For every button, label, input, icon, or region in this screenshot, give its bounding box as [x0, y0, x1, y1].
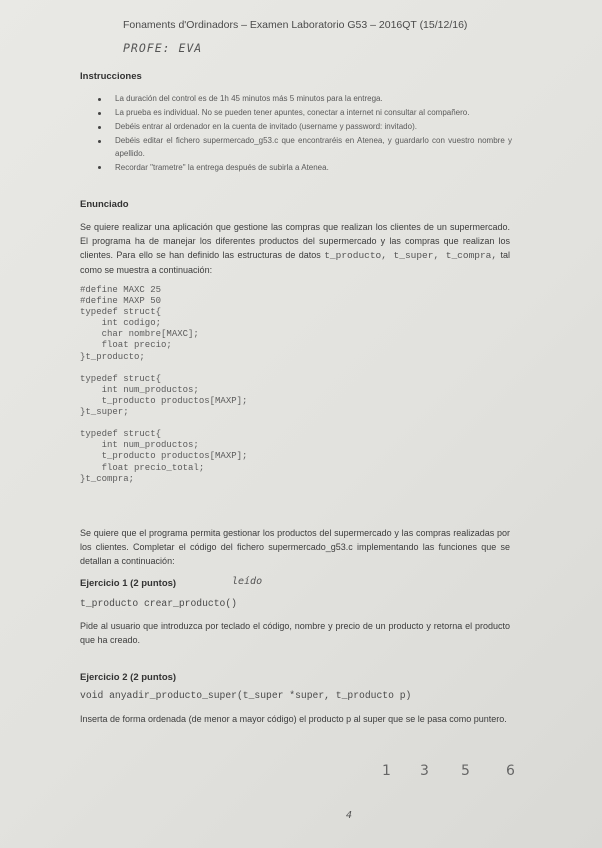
handwritten-number: 3 — [420, 763, 429, 779]
instrucciones-heading: Instrucciones — [80, 71, 142, 82]
ejercicio1-heading: Ejercicio 1 (2 puntos) — [80, 578, 177, 589]
code-line: }t_compra; — [80, 473, 135, 484]
list-item: Debéis entrar al ordenador en la cuenta de invitado (username y password: invitado). — [96, 121, 512, 134]
ejercicio1-description: Pide al usuario que introduzca por teclado el código, nombre y precio de un producto y retorna el producto que ha creado. — [80, 621, 510, 645]
code-line: float precio; — [80, 340, 172, 351]
handwritten-ejercicio1-note: leído — [232, 576, 263, 587]
code-line — [80, 363, 247, 374]
page-number: 4 — [346, 810, 353, 821]
ejercicio1-signature: t_producto crear_producto() — [80, 598, 237, 609]
code-line — [80, 418, 247, 429]
ejercicio2-signature: void anyadir_producto_super(t_super *super, t_producto p) — [80, 690, 412, 701]
ejercicio2-heading: Ejercicio 2 (2 puntos) — [80, 672, 177, 683]
code-line: t_producto productos[MAXP]; — [80, 395, 248, 406]
list-item: La duración del control es de 1h 45 minutos más 5 minutos para la entrega. — [96, 93, 512, 106]
handwritten-professor-note: PROFE: EVA — [123, 41, 203, 55]
handwritten-number: 1 — [382, 763, 391, 779]
instrucciones-list — [96, 93, 512, 176]
code-line: int codigo; — [80, 318, 162, 329]
enunciado-paragraph-text: Se quiere realizar una aplicación que gestione las compras que realizan los clientes de un supermercado. El programa ha de manejar los diferentes productos del supermercado y las compras que realizan los clientes. Para ello se han definido las estructuras de datos — [80, 222, 510, 260]
enunciado-heading: Enunciado — [80, 199, 129, 210]
struct-code-block — [80, 285, 247, 485]
ejercicio2-description: Inserta de forma ordenada (de menor a mayor código) el producto p al super que se le pasa como puntero. — [80, 714, 507, 724]
code-line: }t_super; — [80, 407, 129, 418]
exam-header-title: Fonaments d'Ordinadors – Examen Laboratorio G53 – 2016QT (15/12/16) — [123, 19, 468, 31]
code-line: #define MAXC 25 — [80, 285, 162, 295]
list-item: Recordar "trametre" la entrega después de subirla a Atenea. — [96, 162, 512, 175]
enunciado-types-inline: t_producto, t_super, t_compra, — [324, 250, 498, 261]
code-line: t_producto productos[MAXP]; — [80, 451, 248, 462]
list-item: La prueba es individual. No se pueden tener apuntes, conectar a internet ni consultar al compañero. — [96, 107, 512, 120]
code-line: float precio_total; — [80, 462, 205, 473]
code-line: typedef struct{ — [80, 373, 162, 384]
code-line: #define MAXP 50 — [80, 296, 162, 307]
code-line: char nombre[MAXC]; — [80, 329, 199, 340]
enunciado-paragraph-2: Se quiere que el programa permita gestionar los productos del supermercado y las compras realizadas por los clientes. Completar el código del fichero supermercado_g53.c implementando las funciones que se detallan a continuación: — [80, 528, 510, 566]
handwritten-number: 5 — [461, 763, 470, 779]
code-line: typedef struct{ — [80, 429, 162, 440]
enunciado-paragraph-tail: tal como se muestra a continuación: — [80, 250, 510, 275]
code-line: typedef struct{ — [80, 307, 162, 318]
code-line: int num_productos; — [80, 440, 199, 451]
list-item: Debéis editar el fichero supermercado_g53.c que encontraréis en Atenea, y guardarlo con vuestro nombre y apellido. — [96, 135, 512, 160]
code-line: int num_productos; — [80, 384, 199, 395]
code-line: }t_producto; — [80, 351, 145, 362]
handwritten-number: 6 — [506, 763, 515, 779]
enunciado-paragraph — [80, 220, 510, 277]
